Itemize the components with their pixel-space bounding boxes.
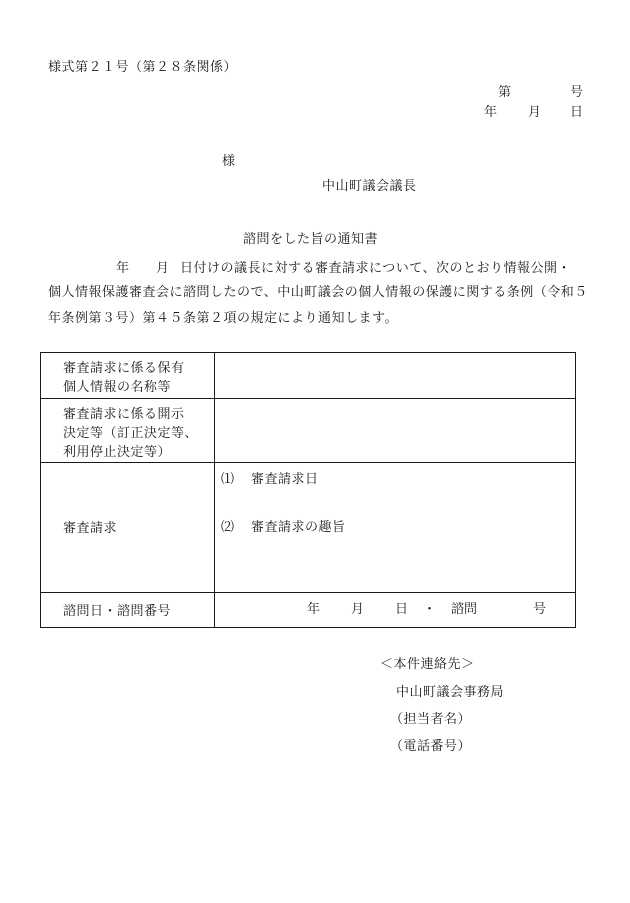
body-date-month: 月 (156, 261, 170, 276)
row-value-consultation (215, 593, 575, 627)
row-value-disclosure-decision (215, 399, 575, 462)
label-line: 審査請求に係る開示 (63, 407, 185, 422)
label-line: 個人情報の名称等 (63, 380, 172, 395)
contact-phone: （電話番号） (390, 739, 472, 754)
row-value-personal-info (215, 353, 575, 398)
doc-number-prefix: 第 (498, 85, 512, 100)
contact-person: （担当者名） (390, 712, 472, 727)
label-line: 決定等（訂正決定等、 (63, 426, 199, 441)
body-paragraph-rest: 個人情報保護審査会に諮問したので、中山町議会の個人情報の保護に関する条例（令和５年条例第３号）第４５条第２項の規定により通知します。 (48, 285, 588, 326)
body-date-year: 年 (116, 261, 130, 276)
sender-name: 中山町議会議長 (322, 179, 417, 194)
contact-office: 中山町議会事務局 (396, 685, 505, 700)
consult-day: 日 (395, 602, 409, 617)
table-row (41, 463, 575, 593)
consult-year: 年 (307, 602, 321, 617)
doc-number-suffix: 号 (570, 85, 584, 100)
consult-number-suffix: 号 (533, 602, 547, 617)
header-date-year: 年 (484, 105, 498, 120)
header-date-day: 日 (570, 105, 584, 120)
request-purpose-label: 審査請求の趣旨 (251, 520, 346, 535)
row-label-disclosure-decision (41, 399, 215, 462)
table-row (41, 593, 575, 627)
separator-dot: ・ (423, 602, 437, 617)
label-line: 審査請求に係る保有 (63, 361, 185, 376)
header-date-month: 月 (528, 105, 542, 120)
addressee-suffix: 様 (222, 154, 236, 169)
contact-heading: ＜本件連絡先＞ (380, 657, 475, 672)
label-line: 利用停止決定等） (63, 445, 172, 460)
request-date-label: 審査請求日 (251, 472, 319, 487)
body-paragraph-line1: 日付けの議長に対する審査請求について、次のとおり情報公開・ (180, 261, 571, 276)
table-row (41, 353, 575, 399)
document-title: 諮問をした旨の通知書 (243, 232, 379, 247)
item-number: ⑵ (221, 520, 235, 535)
form-number: 様式第２１号（第２８条関係） (48, 60, 238, 75)
request-table (40, 352, 576, 628)
label-line: 諮問日・諮問番号 (63, 604, 172, 619)
table-row (41, 399, 575, 463)
row-label-personal-info (41, 353, 215, 398)
row-value-request (215, 463, 575, 592)
row-label-consultation (41, 593, 215, 627)
consult-month: 月 (351, 602, 365, 617)
item-number: ⑴ (221, 472, 235, 487)
row-label-request (41, 463, 215, 592)
consult-label: 諮問 (451, 602, 478, 617)
label-line: 審査請求 (63, 521, 118, 536)
